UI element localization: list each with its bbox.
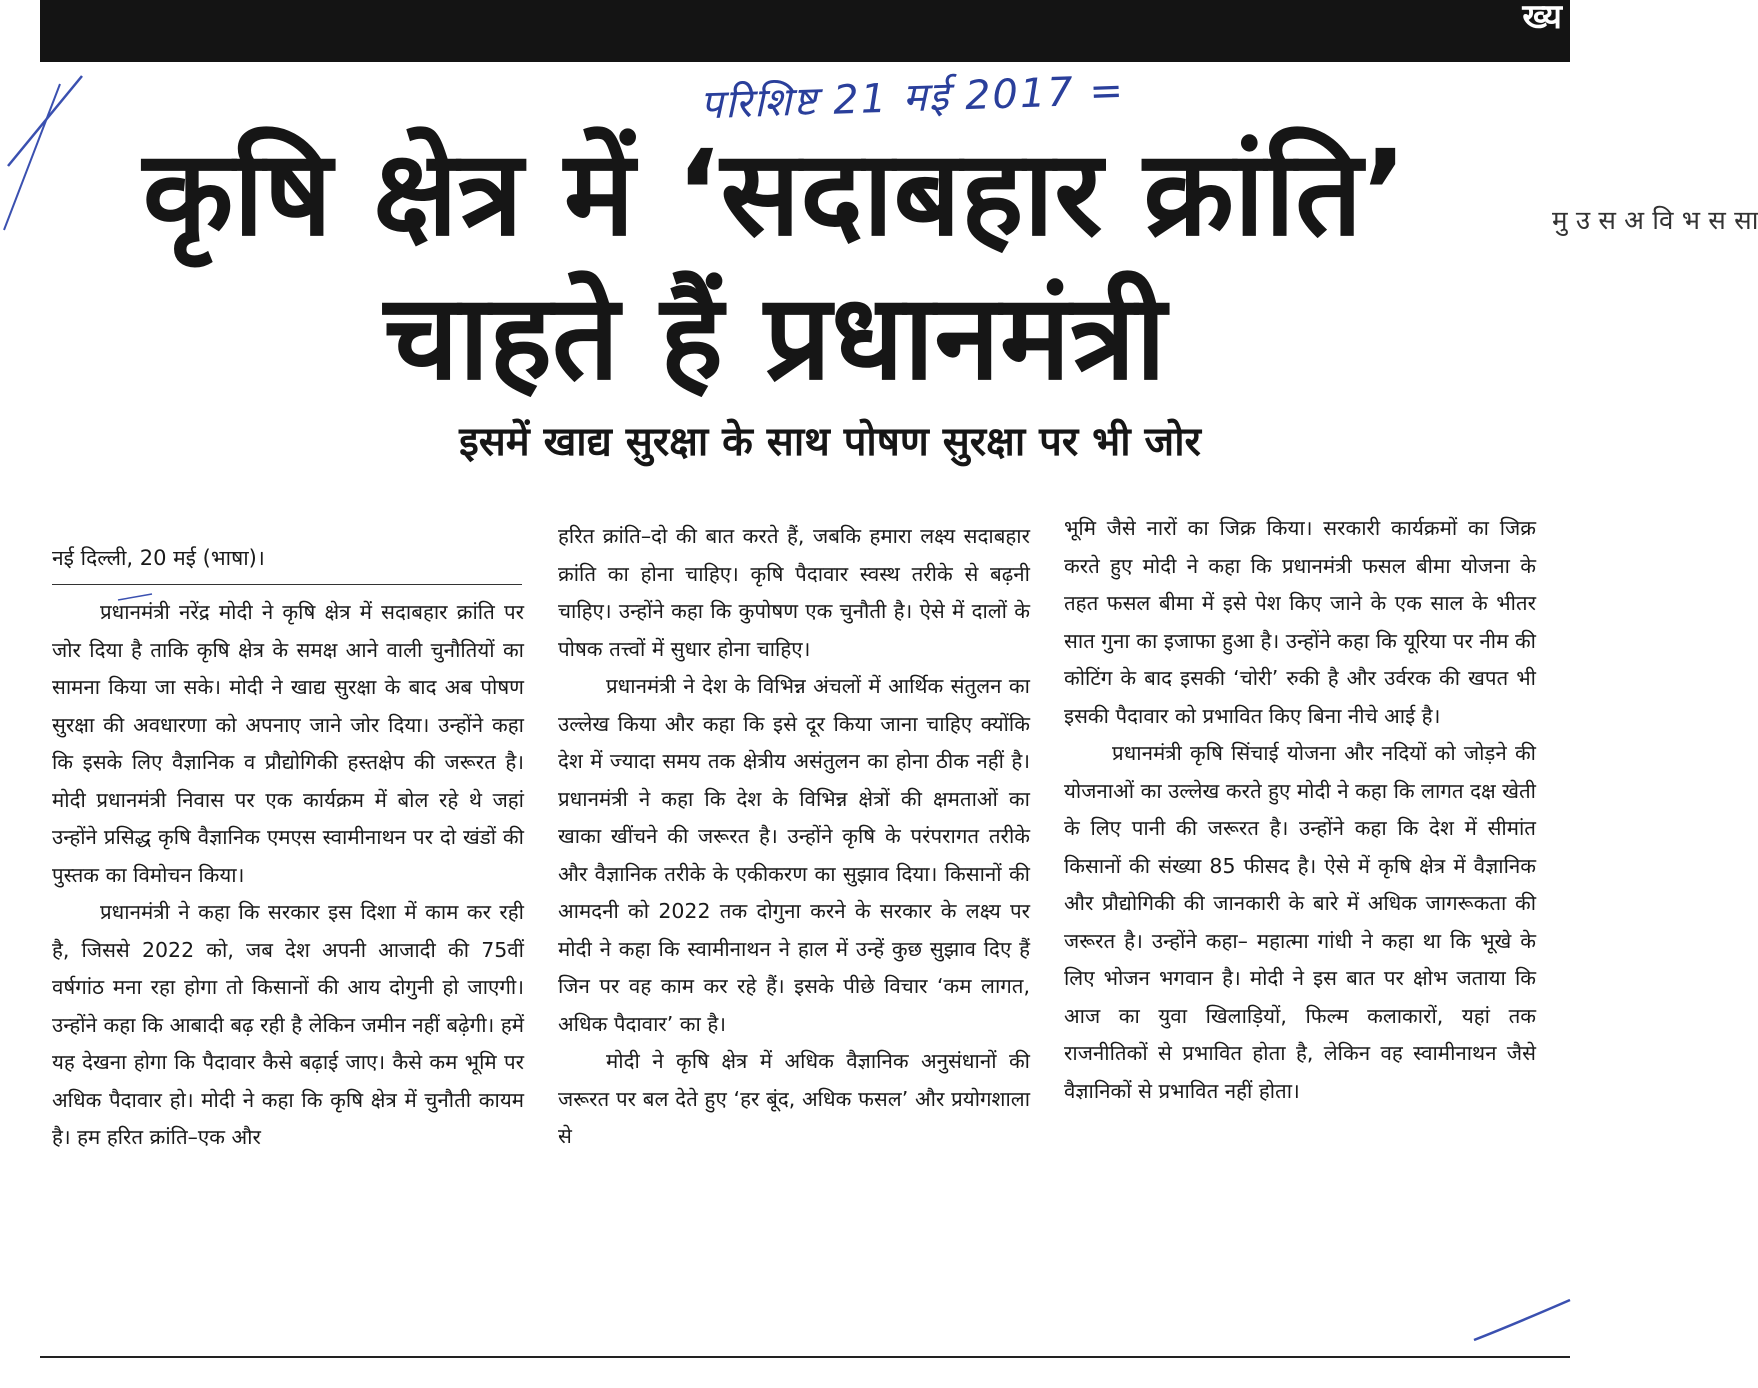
adjacent-article-fragment: मु उ स अ वि भ स सा (1552, 206, 1758, 236)
pen-mark-bottom-right (1470, 1296, 1580, 1346)
article-column-1 (52, 594, 524, 1157)
masthead-bar (40, 0, 1570, 62)
handwritten-date-note: परिशिष्ट 21 मई 2017 = (699, 67, 1126, 129)
article-column-3 (1064, 510, 1536, 1110)
subheadline: इसमें खाद्य सुरक्षा के साथ पोषण सुरक्षा पर भी जोर (459, 419, 1201, 465)
dateline-rule (52, 584, 522, 585)
dateline: नई दिल्ली, 20 मई (भाषा)। (52, 546, 265, 570)
paragraph: प्रधानमंत्री ने कहा कि सरकार इस दिशा में काम कर रही है, जिससे 2022 को, जब देश अपनी आजादी की 75वीं वर्षगांठ मना रहा होगा तो किसानों की आय दोगुनी हो जाएगी। उन्होंने कहा कि आबादी बढ़ रही है लेकिन जमीन नहीं बढ़ेगी। हमें यह देखना होगा कि पैदावार कैसे बढ़ाई जाए। कैसे कम भूमि पर अधिक पैदावार हो। मोदी ने कहा कि कृषि क्षेत्र में चुनौती कायम है। हम हरित क्रांति–एक और (52, 900, 524, 1149)
masthead-corner-text: ख्य (1522, 0, 1562, 37)
paragraph: प्रधानमंत्री ने देश के विभिन्न अंचलों में आर्थिक संतुलन का उल्लेख किया और कहा कि इसे दूर किया जाना चाहिए क्योंकि देश में ज्यादा समय तक क्षेत्रीय असंतुलन का होना ठीक नहीं है। प्रधानमंत्री ने कहा कि देश के विभिन्न क्षेत्रों की क्षमताओं का खाका खींचने की जरूरत है। उन्होंने कृषि के परंपरागत तरीके और वैज्ञानिक तरीके के एकीकरण का सुझाव दिया। किसानों की आमदनी को 2022 तक दोगुना करने के सरकार के लक्ष्य पर मोदी ने कहा कि स्वामीनाथन ने हाल में उन्हें कुछ सुझाव दिए हैं जिन पर वह काम कर रहे हैं। इसके पीछे विचार ‘कम लागत, अधिक पैदावार’ का है। (558, 674, 1030, 1036)
bottom-rule (40, 1356, 1570, 1358)
headline-line-2: चाहते हैं प्रधानमंत्री (383, 268, 1167, 406)
paragraph: प्रधानमंत्री नरेंद्र मोदी ने कृषि क्षेत्र में सदाबहार क्रांति पर जोर दिया है ताकि कृषि क्षेत्र के समक्ष आने वाली चुनौतियों का सामना किया जा सके। मोदी ने खाद्य सुरक्षा के बाद अब पोषण सुरक्षा की अवधारणा को अपनाए जाने जोर दिया। उन्होंने कहा कि इसके लिए वैज्ञानिक व प्रौद्योगिकी हस्तक्षेप की जरूरत है। मोदी प्रधानमंत्री निवास पर एक कार्यक्रम में बोल रहे थे जहां उन्होंने प्रसिद्ध कृषि वैज्ञानिक एमएस स्वामीनाथन पर दो खंडों की पुस्तक का विमोचन किया। (52, 600, 524, 887)
paragraph: भूमि जैसे नारों का जिक्र किया। सरकारी कार्यक्रमों का जिक्र करते हुए मोदी ने कहा कि प्रधानमंत्री फसल बीमा योजना के तहत फसल बीमा में इसे पेश किए जाने के एक साल के भीतर सात गुना का इजाफा हुआ है। उन्होंने कहा कि यूरिया पर नीम की कोटिंग के बाद इसकी ‘चोरी’ रुकी है और उर्वरक की खपत भी इसकी पैदावार को प्रभावित किए बिना नीचे आई है। (1064, 516, 1536, 728)
paragraph: मोदी ने कृषि क्षेत्र में अधिक वैज्ञानिक अनुसंधानों की जरूरत पर बल देते हुए ‘हर बूंद, अधिक फसल’ और प्रयोगशाला से (558, 1049, 1030, 1148)
headline-line-1: कृषि क्षेत्र में ‘सदाबहार क्रांति’ (142, 124, 1408, 262)
article-column-2 (558, 518, 1030, 1156)
paragraph: प्रधानमंत्री कृषि सिंचाई योजना और नदियों को जोड़ने की योजनाओं का उल्लेख करते हुए मोदी ने कहा कि लागत दक्ष खेती के लिए पानी की जरूरत है। उन्होंने कहा कि देश में सीमांत किसानों की संख्या 85 फीसद है। ऐसे में कृषि क्षेत्र में वैज्ञानिक और प्रौद्योगिकी की जानकारी के बारे में अधिक जागरूकता की जरूरत है। उन्होंने कहा– महात्मा गांधी ने कहा था कि भूखे के लिए भोजन भगवान है। मोदी ने इस बात पर क्षोभ जताया कि आज का युवा खिलाड़ियों, फिल्म कलाकारों, यहां तक राजनीतिकों से प्रभावित होता है, लेकिन वह स्वामीनाथन जैसे वैज्ञानिकों से प्रभावित नहीं होता। (1064, 741, 1536, 1103)
paragraph: हरित क्रांति–दो की बात करते हैं, जबकि हमारा लक्ष्य सदाबहार क्रांति का होना चाहिए। कृषि पैदावार स्वस्थ तरीके से बढ़नी चाहिए। उन्होंने कहा कि कुपोषण एक चुनौती है। ऐसे में दालों के पोषक तत्त्वों में सुधार होना चाहिए। (558, 524, 1030, 661)
